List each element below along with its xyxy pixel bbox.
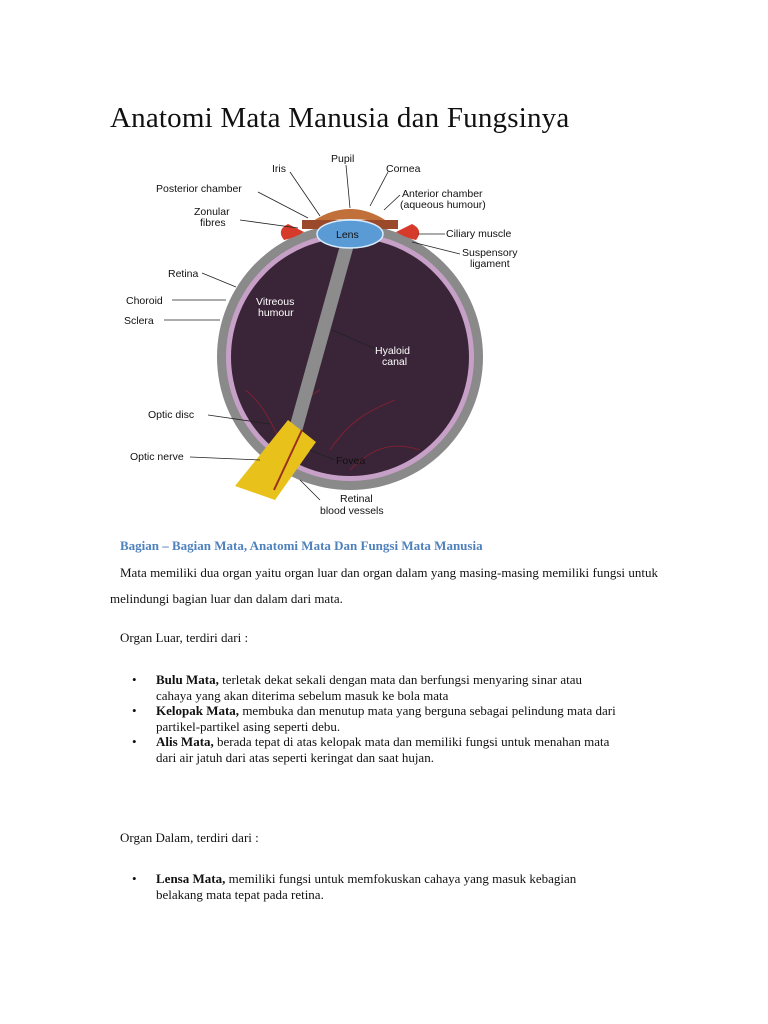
bullet-icon: •: [132, 871, 137, 886]
list-item-text: membuka dan menutup mata yang berguna sebagai pelindung mata dari: [239, 703, 616, 718]
list-item-text-cont: partikel-partikel asing seperti debu.: [156, 718, 341, 734]
label-suspensory: Suspensory: [462, 247, 518, 259]
label-sclera: Sclera: [124, 315, 154, 327]
label-choroid: Choroid: [126, 295, 163, 307]
intro-paragraph: Mata memiliki dua organ yaitu organ luar dan organ dalam yang masing-masing memiliki fungsi untuk melindungi bagian luar dan dalam dari mata.: [110, 565, 658, 606]
list-item-text-cont: belakang mata tepat pada retina.: [156, 886, 324, 902]
label-posterior-chamber: Posterior chamber: [156, 183, 242, 195]
list-item-text-cont: cahaya yang akan diterima sebelum masuk ke bola mata: [156, 687, 449, 703]
list-item: [120, 672, 660, 703]
label-anterior-chamber: Anterior chamber: [402, 188, 483, 200]
list-item-text: terletak dekat sekali dengan mata dan berfungsi menyaring sinar atau: [218, 672, 582, 687]
label-canal: canal: [382, 356, 408, 368]
inner-organ-list: [120, 871, 660, 902]
label-fibres: fibres: [200, 217, 226, 229]
label-lens: Lens: [336, 229, 359, 241]
bullet-icon: •: [132, 734, 137, 749]
label-zonular: Zonular: [194, 206, 230, 218]
outer-organ-list: [120, 672, 660, 765]
label-retinal: Retinal: [340, 493, 373, 505]
label-ciliary-muscle: Ciliary muscle: [446, 228, 512, 240]
list-item-term: Kelopak Mata,: [156, 703, 240, 718]
vitreous-shape: [231, 238, 469, 476]
eye-anatomy-svg: [120, 150, 530, 520]
list-item-text: memiliki fungsi untuk memfokuskan cahaya yang masuk kebagian: [225, 871, 577, 886]
outer-organ-heading: Organ Luar, terdiri dari :: [120, 630, 249, 645]
list-item-term: Bulu Mata,: [156, 672, 219, 687]
label-blood-vessels: blood vessels: [320, 505, 384, 517]
list-item-text-cont: dari air jatuh dari atas seperti keringat dan saat hujan.: [156, 749, 434, 765]
section-heading: Bagian – Bagian Mata, Anatomi Mata Dan Fungsi Mata Manusia: [120, 538, 483, 553]
bullet-icon: •: [132, 703, 137, 718]
label-vitreous: Vitreous: [256, 296, 295, 308]
label-retina: Retina: [168, 268, 199, 280]
label-fovea: Fovea: [336, 455, 366, 467]
eye-anatomy-diagram: [120, 150, 530, 520]
list-item: [120, 703, 660, 734]
list-item-text: berada tepat di atas kelopak mata dan memiliki fungsi untuk menahan mata: [213, 734, 610, 749]
inner-organ-heading: Organ Dalam, terdiri dari :: [120, 830, 259, 845]
list-item: [120, 871, 660, 902]
label-iris: Iris: [272, 163, 286, 175]
label-aqueous-humour: (aqueous humour): [400, 199, 486, 211]
label-humour: humour: [258, 307, 294, 319]
label-ligament: ligament: [470, 258, 510, 270]
label-cornea: Cornea: [386, 163, 421, 175]
label-hyaloid: Hyaloid: [375, 345, 411, 357]
page-title: Anatomi Mata Manusia dan Fungsinya: [110, 102, 570, 134]
list-item-term: Lensa Mata,: [156, 871, 226, 886]
bullet-icon: •: [132, 672, 137, 687]
list-item-term: Alis Mata,: [156, 734, 214, 749]
label-optic-disc: Optic disc: [148, 409, 195, 421]
label-pupil: Pupil: [331, 153, 355, 165]
list-item: [120, 734, 660, 765]
label-optic-nerve: Optic nerve: [130, 451, 184, 463]
